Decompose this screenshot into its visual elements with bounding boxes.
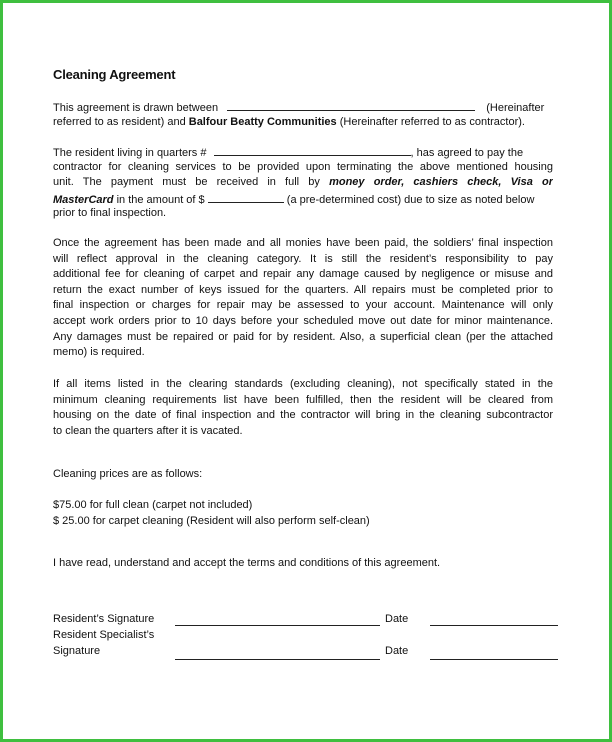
specialist-label-row [53, 628, 558, 644]
contractor-services-text: contractor for cleaning services to be provided upon terminating the above mentioned housing [53, 160, 553, 173]
quarters-text: The resident living in quarters # [53, 147, 207, 159]
clearing-line: minimum cleaning requirements list have been fulfilled, then the resident will be cleared from [53, 393, 553, 406]
inspection-line: memo) is required. [53, 346, 145, 359]
acknowledgement [53, 556, 553, 572]
parties-paragraph [53, 99, 553, 130]
amount-text: in the amount of $ [116, 193, 205, 206]
agreed-text: , has agreed to pay the [410, 147, 524, 159]
specialist-signature-row [53, 644, 558, 660]
company-name: Balfour Beatty Communities [188, 115, 337, 128]
clearing-paragraph [53, 377, 553, 439]
inspection-line: return the exact number of keys issued for the quarters. All repairs must be completed prior to [53, 283, 553, 296]
acknowledgement-text: I have read, understand and accept the terms and conditions of this agreement. [53, 557, 441, 569]
price-item: $ 25.00 for carpet cleaning (Resident will also perform self-clean) [53, 514, 370, 527]
prior-inspection-text: prior to final inspection. [53, 207, 167, 220]
clearing-line: If all items listed in the clearing standards (excluding cleaning), not specifically stated in the [53, 378, 553, 390]
resident-name-blank[interactable] [227, 99, 475, 111]
mastercard-text: MasterCard [53, 193, 114, 206]
inspection-line: accept work orders prior to 10 days before your scheduled move out date for minor maintenance. [53, 314, 553, 327]
predetermined-cost-text: (a pre-determined cost) due to size as noted below [286, 193, 535, 206]
quarters-number-blank[interactable] [214, 144, 411, 156]
specialist-signature-label: Signature [53, 645, 101, 657]
prices-intro-text: Cleaning prices are as follows: [53, 468, 203, 480]
inspection-line: Any damages must be repaired or paid for by resident. Also, a superficial clean (per the attached [53, 330, 553, 343]
inspection-line: Once the agreement has been made and all monies have been paid, the soldiers’ final inspection [53, 237, 553, 249]
payment-paragraph [53, 144, 553, 222]
hereinafter-text: (Hereinafter [486, 102, 545, 114]
prices-list [53, 498, 553, 529]
inspection-line: will reflect approval in the cleaning category. It is still the resident’s responsibility to pay [53, 252, 553, 265]
specialist-date-label: Date [385, 645, 409, 657]
resident-date-line[interactable] [430, 625, 558, 626]
inspection-line: additional fee for cleaning of carpet and repair any damage caused by negligence or misuse and [53, 268, 553, 281]
resident-signature-row [53, 612, 558, 628]
parties-text: This agreement is drawn between [53, 102, 219, 114]
specialist-label: Resident Specialist’s [53, 629, 155, 641]
price-item: $75.00 for full clean (carpet not included) [53, 499, 253, 511]
inspection-paragraph [53, 236, 553, 361]
clearing-line: housing on the date of final inspection and the contractor will bring in the cleaning subcontractor [53, 409, 553, 422]
resident-signature-label: Resident’s Signature [53, 613, 155, 625]
inspection-line: final inspection or charges for repair may be assessed to your account. Maintenance will only [53, 299, 553, 312]
payment-methods-line [53, 175, 553, 191]
specialist-signature-line[interactable] [175, 659, 380, 660]
amount-blank[interactable] [208, 191, 284, 203]
document-title: Cleaning Agreement [53, 67, 176, 82]
resident-date-label: Date [385, 613, 409, 625]
specialist-date-line[interactable] [430, 659, 558, 660]
contractor-text: (Hereinafter referred to as contractor). [339, 115, 525, 128]
clearing-line: to clean the quarters after it is vacated. [53, 424, 243, 437]
payment-methods: money order, cashiers check, Visa or [329, 176, 553, 189]
parties-text-2: referred to as resident) and [53, 115, 186, 128]
payment-text: unit. The payment must be received in full by [53, 176, 320, 189]
resident-signature-line[interactable] [175, 625, 380, 626]
prices-intro [53, 467, 553, 483]
